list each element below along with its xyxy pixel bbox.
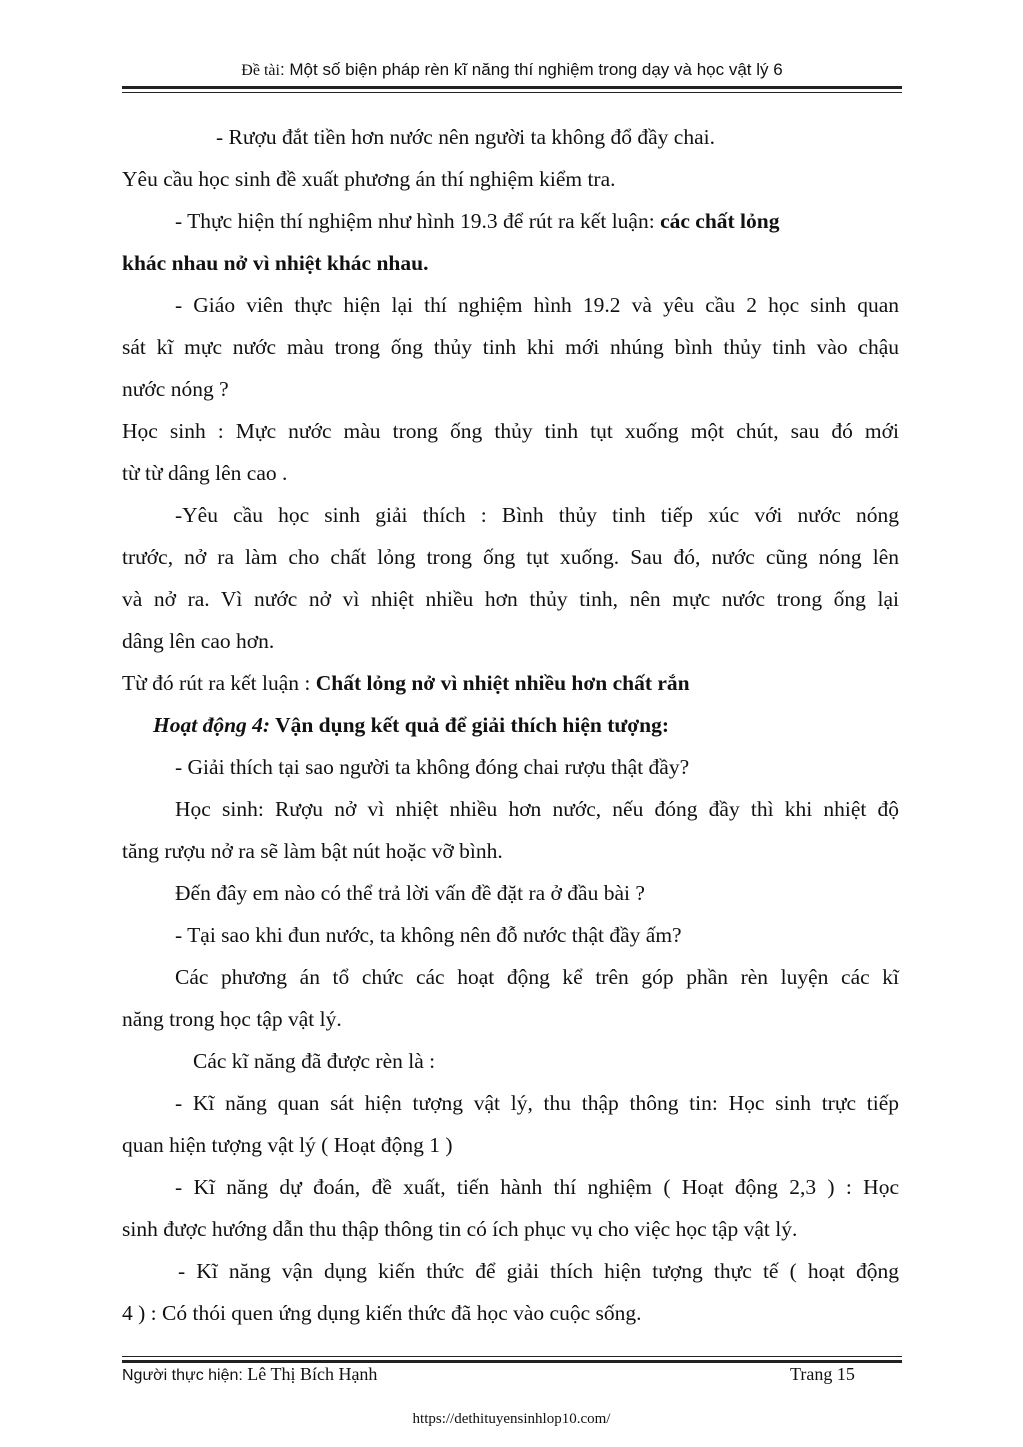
activity-label: Hoạt động 4: <box>153 713 271 737</box>
paragraph-line: -Yêu cầu học sinh giải thích : Bình thủy tinh tiếp xúc với nước nóng <box>175 503 899 527</box>
bold-text: Chất lỏng nở vì nhiệt nhiều hơn chất rắn <box>315 671 690 695</box>
page-number: Trang 15 <box>790 1364 855 1384</box>
paragraph-line: 4 ) : Có thói quen ứng dụng kiến thức đã học vào cuộc sống. <box>122 1301 642 1325</box>
header-title: : Một số biện pháp rèn kĩ năng thí nghiệm trong dạy và học vật lý 6 <box>279 60 783 79</box>
paragraph-line: Yêu cầu học sinh đề xuất phương án thí nghiệm kiểm tra. <box>122 167 616 191</box>
paragraph-line: nước nóng ? <box>122 377 229 401</box>
paragraph-line: - Giáo viên thực hiện lại thí nghiệm hình 19.2 và yêu cầu 2 học sinh quan <box>175 293 899 317</box>
paragraph-line: tăng rượu nở ra sẽ làm bật nút hoặc vỡ bình. <box>122 839 503 863</box>
author-label: Người thực hiện: <box>122 1367 248 1384</box>
footer-rule <box>122 1360 902 1363</box>
paragraph-line: năng trong học tập vật lý. <box>122 1007 342 1031</box>
page-header <box>122 60 902 80</box>
paragraph-line: từ từ dâng lên cao . <box>122 461 288 485</box>
footer-author <box>122 1364 377 1385</box>
bold-text: các chất lỏng <box>660 209 780 233</box>
paragraph-line: sát kĩ mực nước màu trong ống thủy tinh khi mới nhúng bình thủy tinh vào chậu <box>122 335 899 359</box>
paragraph-line: dâng lên cao hơn. <box>122 629 275 653</box>
author-name: Lê Thị Bích Hạnh <box>247 1364 378 1384</box>
paragraph-line: Học sinh : Mực nước màu trong ống thủy tinh tụt xuống một chút, sau đó mới <box>122 419 899 443</box>
paragraph-line: - Rượu đắt tiền hơn nước nên người ta không đổ đầy chai. <box>216 125 715 149</box>
header-label: Đề tài <box>241 62 280 79</box>
paragraph-line: trước, nở ra làm cho chất lỏng trong ống tụt xuống. Sau đó, nước cũng nóng lên <box>122 545 899 569</box>
source-url: https://dethituyensinhlop10.com/ <box>412 1411 611 1427</box>
paragraph-line <box>122 248 899 278</box>
paragraph-line: - Kĩ năng quan sát hiện tượng vật lý, thu thập thông tin: Học sinh trực tiếp <box>175 1091 899 1115</box>
paragraph-line: Các phương án tổ chức các hoạt động kể trên góp phần rèn luyện các kĩ <box>175 965 899 989</box>
paragraph-line: - Giải thích tại sao người ta không đóng chai rượu thật đầy? <box>175 755 690 779</box>
paragraph-line: và nở ra. Vì nước nở vì nhiệt nhiều hơn thủy tinh, nên mực nước trong ống lại <box>122 587 899 611</box>
paragraph-line: Các kĩ năng đã được rèn là : <box>193 1049 436 1073</box>
section-heading <box>122 710 899 740</box>
paragraph-line: - Tại sao khi đun nước, ta không nên đỗ nước thật đầy ấm? <box>175 923 682 947</box>
bold-text: khác nhau nở vì nhiệt khác nhau. <box>122 251 429 275</box>
paragraph-line: - Kĩ năng vận dụng kiến thức để giải thích hiện tượng thực tế ( hoạt động <box>178 1259 899 1283</box>
paragraph-line: - Thực hiện thí nghiệm như hình 19.3 để rút ra kết luận: các chất lỏng <box>175 209 780 233</box>
header-rule-thin <box>122 92 902 93</box>
bold-text: Vận dụng kết quả để giải thích hiện tượng: <box>270 713 670 737</box>
paragraph-line: Đến đây em nào có thể trả lời vấn đề đặt ra ở đầu bài ? <box>175 881 645 905</box>
paragraph-line: sinh được hướng dẫn thu thập thông tin có ích phục vụ cho việc học tập vật lý. <box>122 1217 798 1241</box>
footer-rule-thin <box>122 1356 902 1357</box>
paragraph-line: quan hiện tượng vật lý ( Hoạt động 1 ) <box>122 1133 453 1157</box>
paragraph-line: - Kĩ năng dự đoán, đề xuất, tiến hành thí nghiệm ( Hoạt động 2,3 ) : Học <box>175 1175 899 1199</box>
paragraph-line: Từ đó rút ra kết luận : Chất lỏng nở vì nhiệt nhiều hơn chất rắn <box>122 671 690 695</box>
header-rule <box>122 86 902 89</box>
paragraph-line: Học sinh: Rượu nở vì nhiệt nhiều hơn nước, nếu đóng đầy thì khi nhiệt độ <box>175 797 899 821</box>
